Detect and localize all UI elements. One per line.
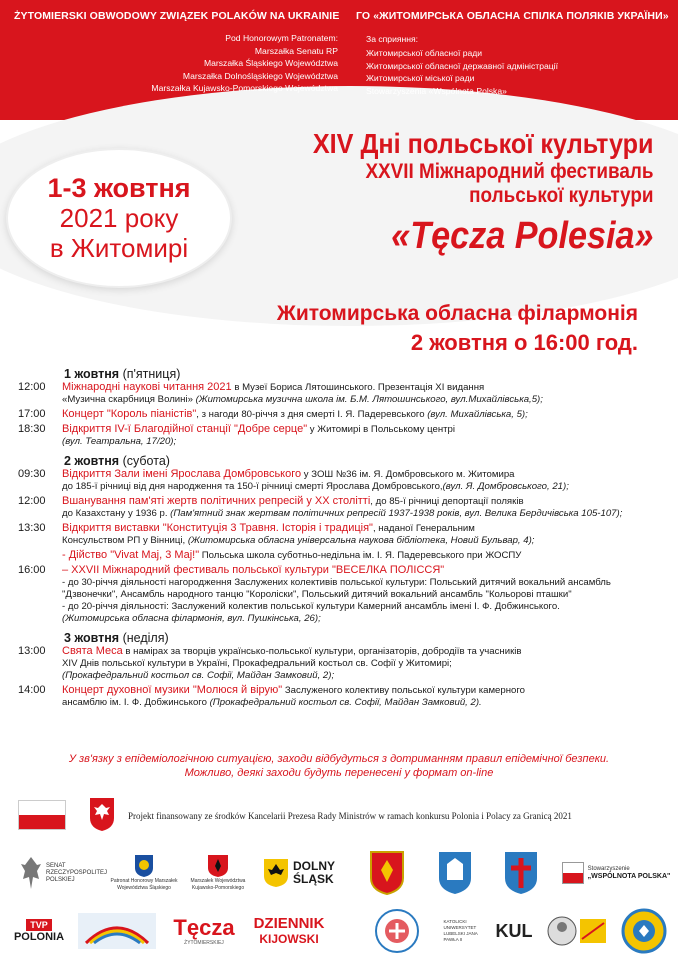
slaskie-logo bbox=[110, 846, 178, 900]
day-3 bbox=[18, 632, 664, 709]
event-text: у ЗОШ №36 ім. Я. Домбровського м. Житомира bbox=[301, 469, 515, 480]
zhytomyr-city-crest bbox=[498, 846, 544, 900]
event-row bbox=[18, 495, 664, 520]
tecza-logo bbox=[164, 904, 244, 958]
event-text: в Музеї Бориса Лятошинського. Презентація XI видання bbox=[231, 382, 485, 393]
dolny-slask-logo bbox=[256, 846, 344, 900]
event-time: 12:00 bbox=[18, 495, 46, 507]
senat-eagle-icon bbox=[20, 855, 42, 891]
wspolnota-text: „WSPÓLNOTA POLSKA" bbox=[587, 873, 671, 880]
wspolnota-flag-icon bbox=[562, 862, 584, 884]
day-2 bbox=[18, 455, 664, 625]
circular-emblem-logo bbox=[616, 904, 672, 958]
event-time: 13:30 bbox=[18, 522, 46, 534]
tvp-polonia-logo bbox=[8, 904, 70, 958]
slaskie-text: Patronat Honorowy Marszałek Województwa Śląskiego bbox=[110, 878, 178, 891]
event-row bbox=[18, 423, 664, 448]
event-title: Свята Меса bbox=[62, 645, 123, 657]
event-title: Концерт духовної музики "Молюся й вірую" bbox=[62, 684, 283, 696]
support-line: Житомирської міської ради bbox=[366, 73, 475, 83]
kul-university-text: KATOLICKI UNIWERSYTET LUBELSKI JANA PAWŁA II bbox=[443, 919, 478, 942]
left-organization: ŻYTOMIERSKI OBWODOWY ZWIĄZEK POLAKÓW NA UKRAINIE bbox=[14, 10, 340, 22]
event-place: (Пам'ятний знак жертвам політичних репресій 1937-1938 років, вул. Велика Бердичівська 105-107); bbox=[170, 508, 623, 519]
patron-line: Marszałka Dolnośląskiego Województwa bbox=[182, 70, 338, 81]
patron-line: Pod Honorowym Patronatem: bbox=[225, 33, 338, 43]
event-time: 09:30 bbox=[18, 468, 46, 480]
right-organization: ГО «ЖИТОМИРСЬКА ОБЛАСНА СПІЛКА ПОЛЯКІВ УКРАЇНИ» bbox=[356, 10, 669, 22]
logo-row-media bbox=[0, 904, 678, 958]
patron-line: Marszałka Śląskiego Województwa bbox=[203, 58, 338, 68]
notice-line: У зв'язку з епідеміологічною ситуацією, заходи відбудуться з дотриманням правил епідемічної безпеки. bbox=[68, 753, 610, 765]
kujawsko-logo bbox=[186, 846, 250, 900]
day-weekday: (неділя) bbox=[122, 631, 169, 645]
philharmonic-logo bbox=[540, 904, 612, 958]
event-title: - Дійство "Vivat Maj, 3 Maj!" bbox=[62, 549, 200, 561]
event-text: - до 30-річчя діяльності нагородження Заслужених колективів польської культури: Польський дитячий вокальний ансамбль bbox=[62, 577, 611, 588]
event-text: Заслуженого колективу польської культури камерного bbox=[282, 685, 525, 696]
patron-line: Marszałka Senatu RP bbox=[254, 45, 338, 56]
venue-name: Житомирська обласна філармонія bbox=[276, 302, 638, 325]
event-text: в намірах за творців українсько-польської культури, організаторів, добродіїв та учасників bbox=[122, 646, 522, 657]
event-text: , з нагоди 80-річчя з дня смерті І. Я. Падеревського bbox=[196, 409, 428, 420]
wspolnota-top-text: Stowarzyszenie bbox=[587, 866, 630, 872]
support-list bbox=[356, 47, 674, 97]
day-heading bbox=[64, 368, 664, 380]
event-text: Консульством РП у Вінниці, bbox=[62, 535, 188, 546]
event-title: Міжнародні наукові читання 2021 bbox=[62, 381, 232, 393]
date-city: в Житомирі bbox=[49, 233, 189, 263]
support-line: Stowarzyszenia «Wspólnota Polska» bbox=[366, 85, 507, 96]
funding-note: Projekt finansowany ze środków Kancelarii Prezesa Rady Ministrów w ramach konkursu Polonia i Polacy za Granicą 2021 bbox=[128, 811, 572, 821]
event-time: 12:00 bbox=[18, 381, 46, 393]
event-time: 14:00 bbox=[18, 684, 46, 696]
event-row bbox=[18, 381, 664, 406]
venue-time: 2 жовтня о 16:00 год. bbox=[410, 330, 638, 355]
tecza-text: Tęcza bbox=[173, 915, 235, 940]
event-row bbox=[18, 684, 664, 709]
support-line: Житомирської обласної державної адміністрації bbox=[366, 60, 558, 71]
date-circle bbox=[6, 148, 232, 288]
event-place: (вул. Театральна, 17/20); bbox=[62, 436, 177, 447]
senat-logo bbox=[14, 846, 108, 900]
title-days-of-culture: XIV Дні польської культури bbox=[313, 128, 654, 159]
event-time: 17:00 bbox=[18, 408, 46, 420]
date-year: 2021 року bbox=[59, 203, 179, 233]
zhytomyr-city-crest-icon bbox=[503, 850, 539, 896]
kujawsko-text: Marszałek Województwa Kujawsko-Pomorskiego bbox=[190, 878, 246, 891]
kujawsko-crest-icon bbox=[207, 854, 229, 878]
venue-block bbox=[277, 300, 638, 358]
event-time: 16:00 bbox=[18, 564, 46, 576]
program bbox=[18, 368, 664, 716]
day-weekday: (субота) bbox=[122, 454, 170, 468]
polonia-text: POLONIA bbox=[13, 931, 65, 943]
patrons-list bbox=[14, 32, 344, 95]
event-text: , наданої Генеральним bbox=[372, 523, 475, 534]
title-tecza-polesia: «Tęcza Polesia» bbox=[391, 215, 654, 257]
event-time: 13:00 bbox=[18, 645, 46, 657]
event-row bbox=[18, 645, 664, 682]
event-text: до 185-ї річниці від дня народження та 150-ї річниці смерті Ярослава Домбровського, bbox=[62, 481, 443, 492]
event-text: «Музична скарбниця Волині» bbox=[62, 394, 196, 405]
day-weekday: (п'ятниця) bbox=[122, 367, 181, 381]
event-text: "Дзвонечки", Ансамбль народного танцю "Короліски", Польський дитячий вокальний ансамбль "Кольорові пташки" bbox=[62, 589, 572, 600]
event-text: у Житомирі в Польському центрі bbox=[307, 424, 456, 435]
event-place: (Прокафедральний костьол св. Софії, Майдан Замковий, 2); bbox=[62, 670, 335, 681]
kul-logo bbox=[440, 904, 536, 958]
event-text: ансамблю ім. І. Ф. Добжинського bbox=[62, 697, 210, 708]
festival-banner-icon bbox=[78, 913, 156, 949]
day-date: 2 жовтня bbox=[64, 454, 120, 468]
circular-emblem-icon bbox=[621, 908, 667, 954]
day-heading bbox=[64, 455, 664, 467]
title-festival-culture: польської культури bbox=[469, 184, 654, 207]
slaskie-crest-icon bbox=[134, 854, 154, 878]
event-title: Концерт "Король піаністів" bbox=[62, 408, 197, 420]
event-row bbox=[18, 564, 664, 625]
day-date: 3 жовтня bbox=[64, 631, 120, 645]
day-date: 1 жовтня bbox=[64, 367, 120, 381]
event-title: Вшанування пам'яті жертв політичних репресій у XX столітті bbox=[62, 495, 371, 507]
day-1 bbox=[18, 368, 664, 448]
event-text: XIV Днів польської культури в Україні, Прокафедральний костьол св. Софії у Житомирі; bbox=[62, 658, 452, 669]
header-right bbox=[356, 10, 674, 97]
event-place: (Житомирська обласна універсальна наукова бібліотека, Новий Бульвар, 4); bbox=[187, 535, 535, 546]
philharmonic-portrait-icon bbox=[544, 911, 608, 951]
event-title: Відкриття Зали імені Ярослава Домбровського bbox=[62, 468, 302, 480]
zhytomyr-oblast-crest-icon bbox=[369, 850, 405, 896]
event-place: (Житомирська музична школа ім. Б.М. Лятошинського, вул.Михайлівська,5); bbox=[195, 394, 543, 405]
tecza-sub-text: ŻYTOMIERSKIEJ bbox=[184, 940, 224, 946]
event-place: (Прокафедральний костьол св. Софії, Майдан Замковий, 2). bbox=[209, 697, 482, 708]
epidemic-notice bbox=[0, 752, 678, 780]
zhytomyr-oblast-crest bbox=[364, 846, 410, 900]
event-text: , до 85-ї річниці депортації поляків bbox=[370, 496, 524, 507]
poland-flag bbox=[18, 800, 66, 830]
dolny-slask-crest-icon bbox=[263, 858, 289, 888]
event-text: Польська школа суботньо-недільна ім. І. Я. Падеревського при ЖОСПУ bbox=[199, 550, 522, 561]
dziennik-kijowski-logo bbox=[252, 904, 326, 958]
dziennik-text: DZIENNIK bbox=[253, 915, 325, 932]
event-row bbox=[18, 522, 664, 547]
event-place: (вул. Я. Домбровського, 21); bbox=[442, 481, 569, 492]
kijowski-text: KIJOWSKI bbox=[259, 932, 319, 946]
event-row bbox=[18, 468, 664, 493]
logo-row-patrons bbox=[0, 846, 678, 900]
kul-text: KUL bbox=[495, 920, 533, 941]
event-text: до Казахстану у 1936 р. bbox=[62, 508, 171, 519]
support-line: Житомирської обласної ради bbox=[366, 48, 483, 58]
day-heading bbox=[64, 632, 664, 644]
notice-line: Можливо, деякі заходи будуть перенесені у формат on-line bbox=[184, 767, 494, 779]
senat-text: SENAT RZECZYPOSPOLITEJ POLSKIEJ bbox=[46, 862, 108, 883]
event-row bbox=[18, 408, 664, 421]
dolny-slask-text: DOLNY ŚLĄSK bbox=[293, 859, 335, 886]
event-place: (Житомирська обласна філармонія, вул. Пушкінська, 26); bbox=[62, 613, 321, 624]
rainbow-festival-logo bbox=[76, 904, 158, 958]
event-title: Відкриття IV-ї Благодійної станції "Добре серце" bbox=[62, 423, 308, 435]
event-titles bbox=[275, 128, 654, 260]
wspolnota-polska-logo bbox=[560, 846, 672, 900]
event-time: 18:30 bbox=[18, 423, 46, 435]
date-days: 1-3 жовтня bbox=[47, 173, 191, 203]
event-title: – XXVII Міжнародний фестиваль польської культури "ВЕСЕЛКА ПОЛІССЯ" bbox=[62, 564, 445, 576]
school-emblem-logo bbox=[368, 904, 426, 958]
tvp-text: TVP bbox=[26, 919, 52, 931]
school-emblem-icon bbox=[374, 908, 420, 954]
support-title: За сприяння: bbox=[366, 34, 419, 44]
patron-line: Marszałka Kujawsko-Pomorskiego Województwa bbox=[151, 83, 338, 93]
zhytomyr-region-crest-icon bbox=[437, 850, 473, 896]
title-festival: XXVII Міжнародний фестиваль bbox=[365, 160, 654, 183]
zhytomyr-region-crest bbox=[432, 846, 478, 900]
header-left bbox=[14, 10, 344, 95]
polish-eagle-emblem-icon bbox=[88, 796, 116, 832]
event-text: - до 20-річчя діяльності: Заслужений колектив польської культури Камерний ансамбль імені І. Ф. Добжинського. bbox=[62, 601, 560, 612]
event-row-extra bbox=[62, 549, 664, 562]
event-title: Відкриття виставки "Конституція 3 Травня. Історія і традиція" bbox=[62, 522, 373, 534]
event-place: (вул. Михайлівська, 5); bbox=[427, 409, 528, 420]
